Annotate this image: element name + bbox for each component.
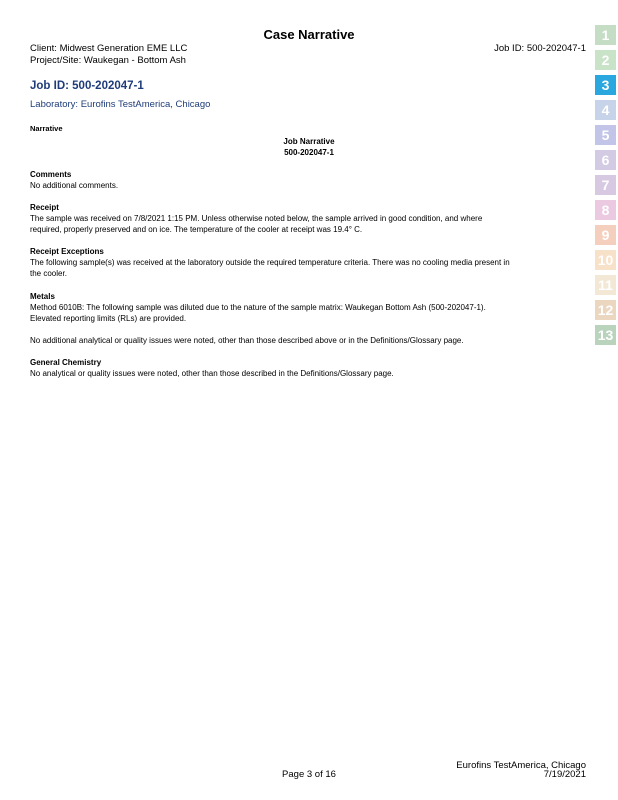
- section-tab-3[interactable]: 3: [595, 75, 616, 95]
- metals-text-line: Method 6010B: The following sample was diluted due to the nature of the sample matrix: Waukegan Bottom Ash (500-202047-1).: [30, 303, 486, 312]
- section-tab-5[interactable]: 5: [595, 125, 616, 145]
- metals-section: [30, 291, 570, 324]
- section-tab-13[interactable]: 13: [595, 325, 616, 345]
- laboratory-heading: Laboratory: Eurofins TestAmerica, Chicago: [30, 99, 211, 110]
- comments-text: No additional comments.: [30, 181, 119, 190]
- job-id-heading: Job ID: 500-202047-1: [30, 80, 144, 92]
- page-title: Case Narrative: [263, 27, 355, 42]
- metals-text-line: Elevated reporting limits (RLs) are provided.: [30, 314, 187, 323]
- receipt-exceptions-text-line: the cooler.: [30, 269, 67, 278]
- metals-heading: Metals: [30, 292, 55, 301]
- section-tab-4[interactable]: 4: [595, 100, 616, 120]
- section-tab-10[interactable]: 10: [595, 250, 616, 270]
- section-tabs: [595, 25, 616, 350]
- general-chemistry-text: No analytical or quality issues were noted, other than those described in the Definitions/Glossary page.: [30, 369, 394, 378]
- section-tab-12[interactable]: 12: [595, 300, 616, 320]
- narrative-label: Narrative: [30, 124, 63, 133]
- general-chemistry-heading: General Chemistry: [30, 358, 102, 367]
- receipt-text-line: The sample was received on 7/8/2021 1:15 PM. Unless otherwise noted below, the sample arrived in good condition, and where: [30, 214, 483, 223]
- receipt-heading: Receipt: [30, 203, 59, 212]
- section-tab-6[interactable]: 6: [595, 150, 616, 170]
- project-site-line: Project/Site: Waukegan - Bottom Ash: [30, 55, 186, 66]
- job-narrative-title: [0, 136, 618, 158]
- section-tab-1[interactable]: 1: [595, 25, 616, 45]
- section-tab-7[interactable]: 7: [595, 175, 616, 195]
- footer-laboratory: Eurofins TestAmerica, Chicago: [456, 760, 586, 771]
- comments-section: [30, 169, 570, 191]
- section-tab-9[interactable]: 9: [595, 225, 616, 245]
- receipt-section: [30, 202, 570, 235]
- job-narrative-heading: Job Narrative: [283, 137, 335, 146]
- section-tab-8[interactable]: 8: [595, 200, 616, 220]
- receipt-exceptions-heading: Receipt Exceptions: [30, 247, 104, 256]
- header-job-id: Job ID: 500-202047-1: [494, 43, 586, 54]
- receipt-exceptions-section: [30, 246, 570, 279]
- footer-date: 7/19/2021: [543, 769, 586, 780]
- general-chemistry-section: [30, 357, 570, 379]
- section-tab-11[interactable]: 11: [595, 275, 616, 295]
- section-tab-2[interactable]: 2: [595, 50, 616, 70]
- no-additional-issues-text: No additional analytical or quality issues were noted, other than those described above or in the Definitions/Glossary page.: [30, 336, 464, 345]
- page-number: Page 3 of 16: [282, 769, 336, 780]
- receipt-text-line: required, properly preserved and on ice. The temperature of the cooler at receipt was 19.4° C.: [30, 225, 363, 234]
- comments-heading: Comments: [30, 170, 72, 179]
- job-narrative-number: 500-202047-1: [284, 148, 334, 157]
- receipt-exceptions-text-line: The following sample(s) was received at the laboratory outside the required temperature criteria. There was no cooling media present in: [30, 258, 510, 267]
- client-line: Client: Midwest Generation EME LLC: [30, 43, 188, 54]
